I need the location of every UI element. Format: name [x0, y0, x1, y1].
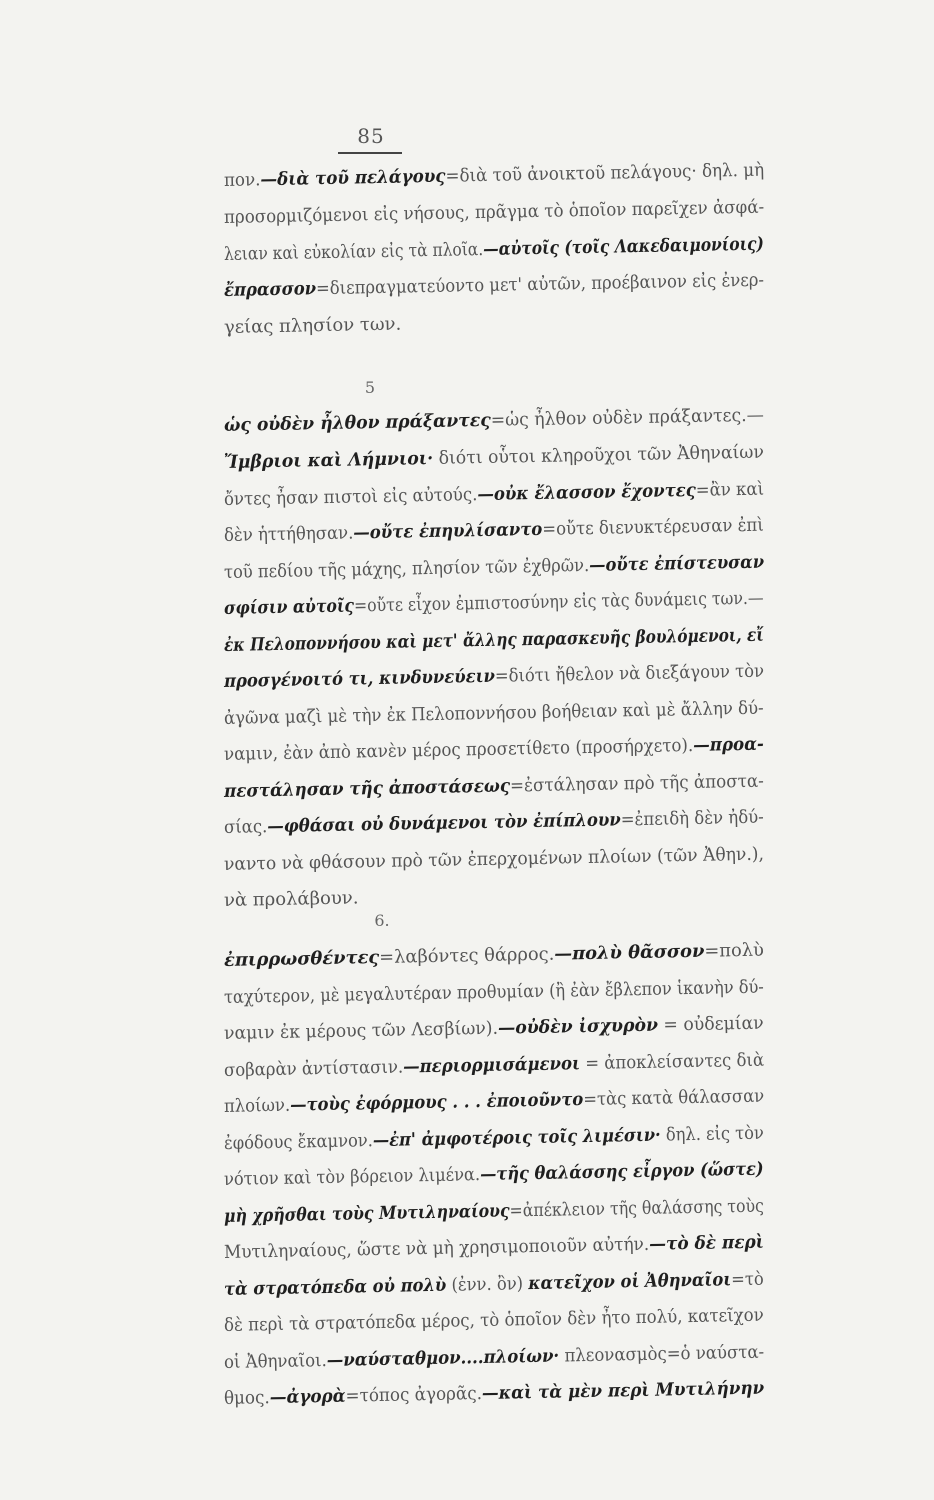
gloss-text: =ἐστάλησαν πρὸ τῆς ἀποστα-: [509, 770, 765, 797]
gloss-text: δὲν ἡττήθησαν.: [223, 522, 354, 546]
text-line-content: [224, 401, 764, 441]
gloss-text: λειαν καὶ εὐκολίαν εἰς τὰ πλοῖα.: [223, 239, 484, 265]
lemma-bold: τὰ στρατόπεδα οὐ πολὺ: [223, 1274, 447, 1300]
lemma-bold: —φθάσαι οὐ δυνάμενοι τὸν ἐπίπλουν: [267, 809, 621, 838]
gloss-text: ναμιν, ἐὰν ἀπὸ κανὲν μέρος προσετίθετο (προσήρχετο).: [223, 734, 694, 765]
text-line-content: [224, 1338, 765, 1378]
text-line-content: [224, 730, 764, 770]
text-line-content: [224, 438, 764, 478]
text-line: [224, 694, 764, 734]
lemma-bold: κατεῖχον οἱ Ἀθηναῖοι: [528, 1269, 732, 1295]
gloss-text: οἱ Ἀθηναῖοι.: [223, 1350, 328, 1373]
text-line-content: [224, 621, 764, 661]
section-number-6: 6.: [374, 911, 390, 930]
text-line: [224, 584, 764, 624]
text-line-content: [224, 1228, 764, 1268]
lemma-bold: ὡς οὐδὲν ἦλθον πράξαντες: [223, 409, 491, 436]
lemma-bold: ἔπρασσον: [223, 278, 317, 301]
text-line-content: [224, 584, 764, 624]
text-line-content: [224, 883, 359, 916]
gloss-text: πλοίων.: [223, 1094, 291, 1117]
text-line: [224, 1301, 764, 1341]
gloss-text: τοῦ πεδίου τῆς μάχης, πλησίον τῶν ἐχθρῶν.: [223, 554, 590, 583]
gloss-text: ἐφόδους ἔκαμνον.: [223, 1130, 374, 1154]
text-line-content: [224, 548, 765, 588]
gloss-text: σοβαρὰν ἀντίστασιν.: [223, 1056, 404, 1081]
gloss-text: =οὔτε διενυκτέρευσαν ἐπὶ: [542, 514, 764, 540]
text-line-content: [224, 1374, 765, 1414]
text-line-content: [224, 694, 764, 734]
text-line-content: [224, 230, 764, 270]
text-line: [224, 230, 764, 270]
text-line: [224, 767, 764, 807]
gloss-text: πον.: [223, 169, 261, 191]
gloss-text: =τὸ: [730, 1268, 764, 1291]
gloss-text: =ἂν καὶ: [695, 478, 765, 501]
text-line-content: [224, 193, 765, 233]
text-line-content: [224, 1082, 765, 1122]
gloss-text: νὰ προλάβουν.: [223, 887, 359, 911]
text-line-content: [224, 1192, 764, 1232]
text-line-content: [224, 840, 764, 880]
text-line: [224, 548, 764, 588]
lemma-bold: —οὔτε ἐπίστευσαν: [588, 551, 765, 576]
page-number-rule: [338, 152, 402, 154]
lemma-bold: —τοὺς ἐφόρμους . . . ἐποιοῦντο: [289, 1089, 584, 1116]
lemma-bold: ἐπιρρωσθέντες: [223, 947, 380, 971]
gloss-text: =ἀπέκλειον τῆς θαλάσσης τοὺς: [509, 1195, 765, 1222]
gloss-text: γείας πλησίον των.: [223, 313, 402, 338]
text-line-content: [224, 1119, 764, 1159]
gloss-text: ναμιν ἐκ μέρους τῶν Λεσβίων).: [223, 1017, 499, 1044]
gloss-text: =διὰ τοῦ ἀνοικτοῦ πελάγους· δηλ. μὴ: [445, 159, 765, 187]
gloss-text: ναντο νὰ φθάσουν πρὸ τῶν ἐπερχομένων πλοίων (τῶν Ἀθην.),: [223, 843, 765, 875]
text-line: [224, 1374, 764, 1414]
text-line: [224, 936, 764, 976]
lemma-bold: —ναύσταθμον....πλοίων·: [326, 1345, 560, 1372]
gloss-text: ταχύτερον, μὲ μεγαλυτέραν προθυμίαν (ἢ ἐὰν ἔβλεπον ἱκανὴν δύ-: [223, 976, 764, 1008]
text-line: [224, 730, 764, 770]
text-line: [224, 156, 764, 196]
lemma-bold: —προα-: [692, 733, 764, 756]
gloss-text: = οὐδεμίαν: [657, 1012, 764, 1036]
text-line-content: [224, 1009, 764, 1049]
lemma-bold: —αὐτοῖς (τοῖς Λακεδαιμονίοις): [483, 233, 765, 261]
text-line: [224, 1228, 764, 1268]
text-line-content: [224, 310, 402, 343]
lemma-bold: —οὔτε ἐπηυλίσαντο: [353, 518, 543, 544]
text-line: [224, 1119, 764, 1159]
gloss-text: σίας.: [223, 816, 268, 838]
gloss-text: =τόπος ἀγορᾶς.: [345, 1383, 483, 1407]
gloss-text: =διότι ἤθελον νὰ διεξάγουν τὸν: [494, 660, 765, 687]
gloss-text: ἀγῶνα μαζὶ μὲ τὴν ἐκ Πελοποννήσου βοήθειαν καὶ μὲ ἄλλην δύ-: [223, 697, 764, 729]
text-line: [224, 1265, 764, 1305]
lemma-bold: —τῆς θαλάσσης εἶργον (ὥστε): [479, 1158, 764, 1186]
text-line: [224, 1046, 764, 1086]
lemma-bold: —οὐδὲν ἰσχυρὸν: [497, 1014, 659, 1039]
gloss-text: δὲ περὶ τὰ στρατόπεδα μέρος, τὸ ὁποῖον δὲν ἦτο πολύ, κατεῖχον: [223, 1304, 764, 1336]
text-line: [224, 840, 764, 880]
text-line-content: [224, 266, 765, 306]
text-line-content: [224, 803, 764, 843]
lemma-bold: —ἐπ' ἀμφοτέροις τοῖς λιμέσιν·: [372, 1124, 661, 1152]
lemma-bold: —πολὺ θᾶσσον: [554, 940, 705, 965]
text-line-content: [224, 767, 764, 807]
text-line: [224, 310, 402, 343]
text-line-content: [224, 156, 765, 196]
text-line-content: [224, 973, 764, 1013]
gloss-text: =πολὺ: [704, 939, 765, 962]
gloss-text: προσορμιζόμενοι εἰς νήσους, πρᾶγμα τὸ ὁποῖον παρεῖχεν ἀσφά-: [223, 196, 765, 228]
text-line: [224, 803, 764, 843]
text-line-content: [224, 657, 765, 697]
lemma-bold: —καὶ τὰ μὲν περὶ Μυτιλήνην: [481, 1377, 765, 1405]
lemma-bold: —διὰ τοῦ πελάγους: [260, 165, 446, 191]
text-line: [224, 511, 764, 551]
lemma-bold: —τὸ δὲ περὶ: [648, 1231, 765, 1255]
text-line-content: [224, 475, 765, 515]
text-line: [224, 1009, 764, 1049]
text-line: [224, 438, 764, 478]
gloss-text: διότι οὗτοι κληροῦχοι τῶν Ἀθηναίων: [432, 441, 765, 469]
gloss-text: =λαβόντες θάρρος.: [378, 943, 555, 969]
text-line-content: [224, 1155, 764, 1195]
gloss-text: = ἀποκλείσαντες διὰ: [579, 1049, 765, 1075]
gloss-text: πλεονασμὸς=ὁ ναύστα-: [559, 1341, 765, 1367]
text-line: [224, 883, 359, 916]
text-line: [224, 657, 764, 697]
gloss-text: (ἐνν. ὂν): [446, 1273, 529, 1296]
lemma-bold: Ἴμβριοι καὶ Λήμνιοι·: [223, 447, 434, 473]
section-number-5: 5: [364, 378, 376, 397]
gloss-text: θμος.: [223, 1387, 270, 1409]
gloss-text: δηλ. εἰς τὸν: [660, 1122, 765, 1146]
gloss-text: =ἐπειδὴ δὲν ἠδύ-: [620, 806, 764, 831]
gloss-text: Μυτιληναίους, ὥστε νὰ μὴ χρησιμοποιοῦν αὐτήν.: [223, 1233, 650, 1263]
text-line: [224, 193, 764, 233]
page-number: 85: [357, 124, 385, 148]
text-line: [224, 621, 764, 661]
gloss-text: =τὰς κατὰ θάλασσαν: [583, 1085, 765, 1111]
text-line: [224, 1338, 764, 1378]
text-line: [224, 1192, 764, 1232]
gloss-text: νότιον καὶ τὸν βόρειον λιμένα.: [223, 1164, 481, 1190]
lemma-bold: —οὐκ ἔλασσον ἔχοντες: [477, 479, 696, 506]
text-line: [224, 475, 764, 515]
text-line: [224, 266, 764, 306]
lemma-bold: προσγένοιτό τι, κινδυνεύειν: [223, 665, 496, 692]
gloss-text: =ὡς ἦλθον οὐδὲν πράξαντες.—: [490, 404, 765, 431]
text-line-content: [224, 936, 764, 976]
gloss-text: =οὔτε εἶχον ἐμπιστοσύνην εἰς τὰς δυνάμεις των.—: [353, 587, 764, 617]
lemma-bold: πεστάλησαν τῆς ἀποστάσεως: [223, 775, 511, 802]
text-line-content: [224, 1046, 765, 1086]
lemma-bold: ἐκ Πελοποννήσου καὶ μετ' ἄλλης παρασκευῆς βουλόμενοι, εἴ: [223, 624, 764, 656]
text-line: [224, 401, 764, 441]
gloss-text: ὄντες ἦσαν πιστοὶ εἰς αὐτούς.: [223, 484, 478, 510]
lemma-bold: σφίσιν αὐτοῖς: [223, 595, 355, 619]
text-line: [224, 1155, 764, 1195]
lemma-bold: —περιορμισάμενοι: [402, 1053, 581, 1078]
text-line-content: [224, 1301, 764, 1341]
text-line-content: [224, 1265, 764, 1305]
lemma-bold: —ἀγορὰ: [269, 1385, 346, 1409]
gloss-text: =διεπραγματεύοντο μετ' αὐτῶν, προέβαινον εἰς ἐνερ-: [315, 269, 765, 300]
text-line: [224, 973, 764, 1013]
text-line-content: [224, 511, 764, 551]
text-line: [224, 1082, 764, 1122]
lemma-bold: μὴ χρῆσθαι τοὺς Μυτιληναίους: [223, 1200, 510, 1227]
